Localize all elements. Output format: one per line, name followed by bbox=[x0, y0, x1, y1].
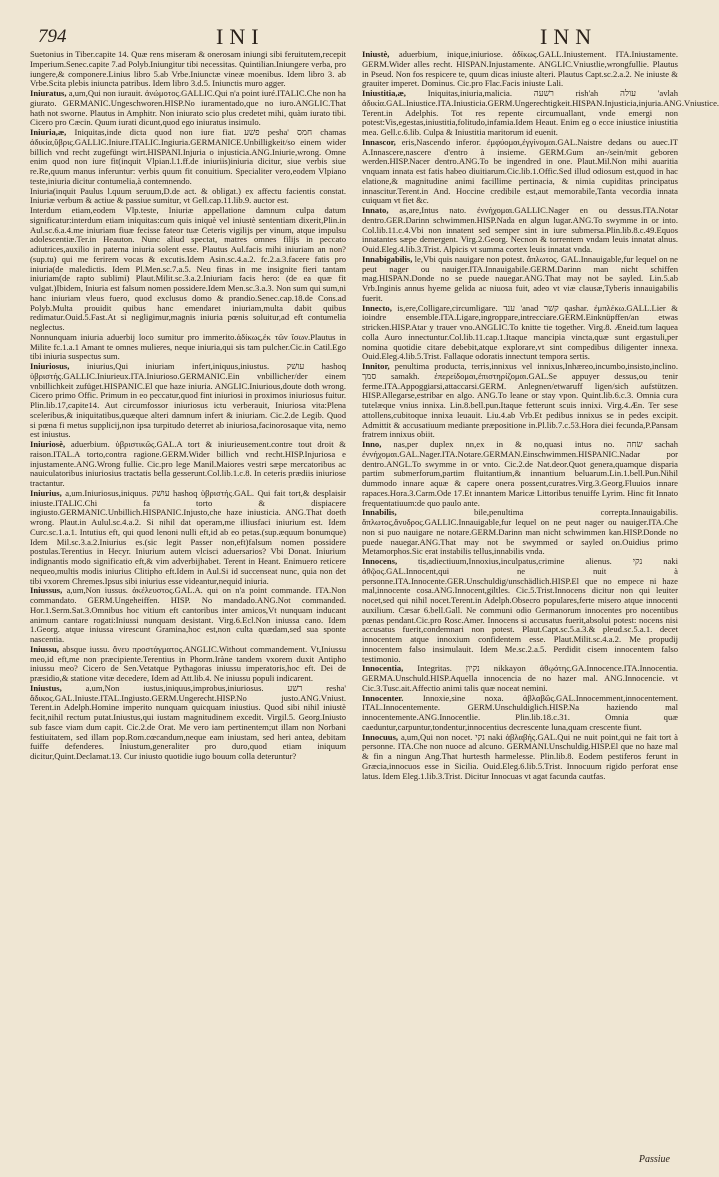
running-head-right: INN bbox=[540, 24, 598, 49]
entry-headword: Innabilis, bbox=[362, 507, 397, 518]
entry-text: a,um,Non iustus,iniquus,improbus,iniuriosus. רשׁע resha' ἄδικος.GAL.Iniuste.ITAL.Ingiusto.GERM.Ungerecht.HISP.No justo.ANG.Vniust. Terent.in Adelph.Homine imperito nunquam quicquam iniustius. Quod sibi nihil iniustè fecit,nihil rectum putat.Iniustus,qui iustam magnitudinem excedit. Virgil.5. Georg.Iniusto sub fasce viam dum capit. Cic.2.de Orat. Me vero iam pertinentem;ut illam non Norbani festiuitatem, sed illam pop.Rom.cœcandum,neque eam iniustam, sed heri antea, debitam fuiffe defenderes. Iniustum,generaliter pro duro,quod etiam iniquum dicitur,Quint.Declamat.13. Cur iniusto quotidie iugo bouum colla deteruntur? bbox=[30, 682, 346, 761]
entry-headword: Iniuratus, bbox=[30, 88, 67, 98]
entry-text: aduerbium, inique,iniuriose. ἀδίκως.GALL.Iniustement. ITA.Iniustamente. GERM.Wider alles recht. HISPAN.Injustamente. ANGLIC.Vniustlie,wrongfullie. Plautus in Pseud. Non fos respicere te, quum dicas iniuste alteri. Plautus Capt.sc.2.a.2. Ne iniuste & grauiter imperet. Dominus. Cic.pro Flac.Facis iniuste Lali. bbox=[362, 49, 678, 89]
dictionary-entry bbox=[30, 362, 346, 440]
dictionary-entry bbox=[30, 50, 346, 89]
entry-text: nas,per duplex nn,ex in & no,quasi intus no. שׂחה sachah ἐννήχομαι.GAL.Nager.ITA.Notare.GERMAN.Einschwimmen.HISPANIC.Nadar por dentro.ANGL.To swymme in or vnto. Cic.2.de Nat.deor.Quot genera,quamque disparia partim submerforum,partim fluitantium,& innantium beluarum.Lin.1.bell.Pun.Nihil dummodo innare aquæ & capere onera possent,curatres.Virg.3.Georg.Fluuios innare rapaces.Hora.3.Carm.Ode 17.Et innantem Maricæ Littoribus tenuiffe Lyrim. Hinc fit Innato frequentatiuum:de quo paulo ante. bbox=[362, 439, 679, 508]
entry-text: Iniuria(inquit Paulus l.quum seruum,D.de act. & obligat.) ex affectu facientis constat. Iniuriæ verbum & actiue & passiue sumitur, vt Gell.cap.11.lib.9. auctor est. bbox=[30, 185, 346, 206]
entry-headword: Innabigabilis, bbox=[362, 253, 413, 264]
entry-headword: Innocuus, bbox=[362, 731, 399, 742]
dictionary-entry bbox=[362, 206, 678, 255]
catchword: Passiue bbox=[638, 1154, 670, 1165]
entry-headword: Iniuriosus, bbox=[30, 361, 70, 371]
entry-headword: Innocenter. bbox=[362, 692, 404, 703]
entry-headword: Inno, bbox=[362, 439, 382, 449]
dictionary-entry bbox=[30, 187, 346, 207]
entry-text: aduerbium. ὑβριστικῶς.GAL.A tort & iniurieusement.contre tout droit & raison.ITAL.A torto,contra ragione.GERM.Wider billich vnd recht.HISP.Injuriosa e injustamente.ANG.Wrong fullie. Cic.pro lege Manil.Maiores vestri sæpe mercatoribus ac nauiculatoribus iniuriosius tractatis bella gesserunt.Col.lib.1.c.8. In ceteris prædiis iniuriose tractantur. bbox=[30, 439, 346, 488]
entry-text: Interdum etiam,eodem Vlp.teste, Iniuriæ appellatione damnum culpa datum significatur:interdum etiam iniquitas:cum quis iniquè vel iniustè sententiam dixerit,Plin.in Aul.sc.6.a.4.me iniuriam fiuæ fecisse fateor tuæ Ceteris vigilijs per vinum, atque impulsu adolescentiæ.Ter.in Heauton. Nunc aliud spectat, matres omnes filijs in peccato adiutrices,auxilio in paterna iniuria solent esse. Plautus Aul.facis mihi iniuriam an non?(sup.tu) qui me ferirem vocas & excutis.Idem Asin.sc.4.a.2. fc.2.a.3.facere fatis pro iniuria(de maledictis. Idem Pl.Men.sc.7.a.5. Neu finas in me insignite fieri tantam iniuriam(de rapto sublimi) Plaut.Milit.sc.3.a.2.Iniuriam facis hero: (de ea quæ fit vulgat.)Ibidem, Iniuria est falsum nomen possidere.Idem Men.sc.3.a.3. Non sum qui sum,ni hanc iniuriam vleus fuero, quod exclusus domo & prandio.Senec.cap.18.de Cons.ad Polyb.Multa prouidit quibus hanc emendaret iniuriam,multa dabit quibus redimatur.Ouid.5.Fast.At si negligimur,magnis iniuria pœnis soluitur,ad eft contumelia neglectus. bbox=[30, 205, 346, 332]
entry-text: iniurius,Qui iniuriam infert,iniquus,iniustus. עושׁק hashoq ὑβριστής.GALLIC.Iniurieux.ITA.Iniurioso.GERMANIC.Ein vnbillicher/der einem vnbillichkeit zufüget.HISPANIC.El que haze iniuria. ANGLIC.Iniurious,doute doth wrong. Cicero primo Offic. Primum in eo peccatur,quod fint iniuriosi in proximos iniuriosus fuitur. Plin.lib.17,capite14. Aut circumfossor iniuriosus ictu verberauit, Iniuriosa vita:Plena sceleribus,& iniquitatibus,quæque alteri damnum infert & iniuriam. Cic.2.de Legib. Quod si pœna fi metus supplicij,non ipsa turpitudo deterret ab iniuriosa,facinorosaque vita, nemo est iniustus. bbox=[30, 361, 347, 440]
dictionary-entry bbox=[30, 586, 346, 645]
entry-headword: Iniustitia,æ, bbox=[362, 88, 406, 98]
dictionary-entry bbox=[30, 89, 346, 128]
page-number: 794 bbox=[38, 26, 67, 47]
dictionary-entry bbox=[362, 508, 678, 557]
entry-headword: Innato, bbox=[362, 205, 389, 215]
entry-text: Iniquitas,iniuria,malicia. רשׁעה rish'ah עולה 'avlah ἀδικία.GAL.Iniustice.ITA.Iniusticia.GERM.Ungerechtigkeit.HISPAN.Injusticia,injuria.ANG.Vniustice. Terent.in Adelphis. Tot res repente circumuallant, vnde emergi non potest:Vis,egestas,iniustitia,folitudo,infamia.Idem Heaut. Enim eg o ecce iniustice iniustitia mea. Gell.c.6.lib. Culpa & Iniustitia maritorum id euenit. bbox=[362, 88, 719, 137]
dictionary-entry bbox=[30, 684, 346, 762]
entry-headword: Innitor, bbox=[362, 361, 390, 371]
dictionary-entry bbox=[362, 50, 678, 89]
entry-text: absque iussu. ἄνευ προστάγματος.ANGLIC.Without commandement. Vt,Iniussu meo,id eft,me non præcipiente.Terentius in Phorm.Iràne tandem vxorem duxit Antipho iniussu meo? Cicero de Sen.Vetatque Pythagoras iniussu imperatoris,hoc eft. Dei de præsidio,& statione vitæ decedere, Idem ad Att.lib.4. Ne iniussu populi indicarent. bbox=[30, 643, 346, 683]
dictionary-entry bbox=[30, 489, 346, 587]
entry-text: Innoxie,sine noxa. ἀβλαβῶς.GAL.Innocemment,innocentement. ITAL.Innocentemente. GERM.Unschuldiglich.HISP.Na haziendo mal innocentemente.ANG.Innocentlie. Plin.lib.18.c.31. Omnia quæ caeduntur,carpuntur,tondentur,innocentius decrescente luna,quam crescente fiunt. bbox=[362, 692, 678, 732]
entry-text: as,are,Intus nato. ἐννήχομαι.GALLIC.Nager en ou dessus.ITA.Notar dentro.GER.Darinn schwimmen.HISP.Nada en algun lugar.ANG.To swymme in or into. Col.lib.11.c.4.Vbi non innatent sed semper sint in iure submersa.Plin.lib.8.c.49.Equos innatantes sæpe demergent. Virg.2.Georg. Necnon & torrentem vndam leuis innatat alnus. Ouid.Eleg.4.lib.3.Trist. Alpicis vt summa cortex leuis innatat vnda. bbox=[362, 205, 678, 254]
entry-text: Suetonius in Tiber.capite 14. Quæ rens miseram & onerosam iniungi sibi feruitutem,recepit Imperium.Senec.capite 7.ad Polyb.Iniungitur tibi necessitas. Quintilian.Iniungere verba, pro iungere,& componere.Linius libro 5.ab Vrbe.Iniunctæ vineæ moenibus. Idem libro 3. ab Vrbe.Scita plebis iniuncta patribus. Idem libro 3.d.5. Iniunctis muro agger. bbox=[30, 49, 346, 89]
dictionary-entry bbox=[362, 557, 678, 664]
running-head-left: INI bbox=[216, 24, 265, 49]
dictionary-entry bbox=[362, 664, 678, 693]
entry-text: a,um.Iniuriosus,iniquus. עושׁק hashoq ὑβριστής.GAL. Qui fait tort,& desplaisir iniuste.ITALIC.Chi fa torto & dispiacere ingiusto.GERMANIC.Unbillich.HISPANIC.Injusto,che haze iniusticia. ANG.That doeth wrong. Plaut.in Aulul.sc.4.a.2. Si nihil dat operam,me illiusfaci iniurium est. Idem Curc.sc.1.a.1. Intutius eft, qui quod lenoni nulli eft,id ab eo petas.(sup.æquum bonumque) Idem Mil.sc.3.a.2.Iniurius es.(sic legit Passer non,eft)falsum nomen possidere postulas.Terentius in Hecyr. Iniurium autem vlcisci aduersarios? Vbi Donat. Iniurium indignantis modo significatio eft,& vim adverbijhabet. Terent in Heant. Enimuero reticere nequeo,multis modis iniurius Clitipho eft.Idem in Aul.Si id succenseat nunc, quia non det tibi vxorem Chremes.Ipsus sibi iniurius esse videantur,nequid iniuria. bbox=[30, 487, 346, 586]
dictionary-entry bbox=[362, 304, 678, 363]
entry-headword: Iniustus, bbox=[30, 682, 62, 693]
dictionary-entry bbox=[362, 733, 678, 782]
entry-text: bile,penultima correpta.Innauigabilis. ἄπλωτος,ἄνυδρος.GALLIC.Innauigable,fur lequel on ne peut nager ou nauiger.ITA.Che non si puo nauigare ne notare.GERM.Darinn man nicht schwimmen kan.HISP.Donde no puede nauegar.ANG.That may not be swymmed or sayled on.Ouidius primo Metamorphos.Sic erat instabilis tellus,innabilis vnda. bbox=[362, 507, 678, 557]
entry-text: le,Vbi quis nauigare non potest. ἄπλωτος. GAL.Innauigable,fur lequel on ne peut nager ou nauiger.ITA.Innauigabile.GERM.Darinn man nicht schiffen mag.HISPAN.Donde no se puede nauegar.ANG.That may not be sayled. Lin.5.ab Vrb.Inginis annus hyeme gelida ac niuosa fuit, adeo vt viæ clausæ,Tyberis innauigabilis fuerit. bbox=[362, 253, 678, 303]
dictionary-entry bbox=[362, 255, 678, 304]
entry-headword: Innascor, bbox=[362, 136, 396, 147]
entry-headword: Iniurius, bbox=[30, 487, 62, 498]
entry-text: is,ere,Colligare,circumligare. ענד 'anad קשׁר qashar. ἐμπλέκω.GALL.Lier & ioindre ensemble.ITA.Ligare,ingroppare,intrecciare.GERM.Einknüpffen/an etwas stricken.HISP.Atar y trauer vno.ANGLIC.To knitte tie together. Virg.8. Æneid.tum laquea colla Auro innectuntur.Col.lib.11.cap.1.Itaque mancipia vincta,quæ sunt ergastuli,per nomina quotidie citare debebit,atque explorare,vt sint compedibus diligenter innexa. Ouid.Eleg.4.lib.5.Trist. Fallaque odoratis innectunt tempora sertis. bbox=[362, 302, 678, 362]
dictionary-entry bbox=[30, 206, 346, 333]
entry-text: Nonnunquam iniuria aduerbij loco sumitur pro immerito.ἀδίκως,ἐκ τῶν ἴσων.Plautus in Milite fc.1.a.1 Amant te omnes mulieres, neque iniuria,qui sis tam pulcher.Cic.in Catil.Ego tibi iniuria suspectus sum. bbox=[30, 331, 346, 362]
entry-headword: Iniuria,æ, bbox=[30, 127, 67, 137]
entry-headword: Innocens, bbox=[362, 556, 398, 566]
entry-text: penultima producta, terris,innixus vel innixus,Inhæreo,incumbo,insisto,inclino. סמך samakh. ἐπερείδομαι,ἐπιστηρίζομαι.GAL.Se appuyer dessus,ou tenir ferme.ITA.Appoggiarsi,attaccarsi.GERM. Anlegnen/etwaruff ligen/sich aufstützen. HISP.Allegarse,estribar en algo. ANG.To leane or stay vpon. Quint.lib.6.c.3. Omnia cura tutelæque vnius innixa. Lin.8.bell.pun.Itaque fetterunt scuis innixi. Virg.4.Æn. Ter sese attollens,cubitoque innixa leuauit. Liu.4.ab Vrb.Et pedibus innixus se in pedes excipit. Admittit & accusatiuum mediante præpositione in.Pl.lib.7.c.53.Hora diei fecunda,P.Pansam fratrem innixus obiit. bbox=[362, 361, 678, 440]
dictionary-entry bbox=[362, 694, 678, 733]
entry-text: Integritas. נקיון nikkayon ἀθῳότης.GA.Innocence.ITA.Innocentia. GERMA.Unschuld.HISP.Aquella innocencia de no hazer mal. ANG.Innocencie. vt Cic.3.Tusc.ait.Affectio animi talis quæ noceat nemini. bbox=[362, 663, 678, 693]
entry-headword: Iniussu, bbox=[30, 643, 59, 654]
dictionary-entry bbox=[362, 362, 678, 440]
dictionary-entry bbox=[362, 138, 678, 206]
entry-headword: Innecto, bbox=[362, 302, 392, 313]
entry-text: Iniquitas,inde dicta quod non iure fiat. פשׁע pesha' חמס chamas ἀδικία,ὕβρις.GALLIC.Iniure.ITALIC.Ingiuria.GERMANICE.Unbilligkeit/so einem wider billich vnd recht zugefüngt wirt.HISPANI.Injuria o injusticia.ANG.Iniurie,wrong. Omne enim quod non iure fit(inquit Vlpian.l.1.ff.de iniuriis)iniuria dicitur, siue verbis siue re.Re,quum manus inferuntur: verbis quum fit conuitium. Specialiter vero,eodem Vlpiano teste,iniuria dicitur contumelia,à contemnendo. bbox=[30, 127, 346, 186]
page-header bbox=[30, 24, 678, 50]
entry-text: a,um,Non iussus. ἀκέλευστος.GAL.A. qui on n'a point commande. ITA.Non commandato. GERM.Ungeheiffen. HISP. No mandado.ANG.Not commanded. Hor.1.Serm.Sat.3.Omnibus hoc vitium eft cantoribus inter amicos,Vt nunquam inducant animum cantare rogati:Iniussi nunquam desistant. Virg.6.Ecl.Non iniussa cano. Idem 1.Georg. atque iniussa virescunt Gramina,hoc est,non culta quædam,sed sua sponte nascentia. bbox=[30, 585, 346, 644]
two-column-body bbox=[30, 49, 719, 1150]
dictionary-entry bbox=[30, 333, 346, 362]
entry-text: eris,Nascendo inferor. ἐμφύομαι,ἐγγίνομαι.GAL.Naistre dedans ou auec.IT A.Innascere,nascere d'entro à insieme. GERM.Gum an-/sein/mit geboren werden.HISP.Nacer dentro.ANG.To be ingendred in one. Plaut.Mil.Non mihi auaritia vnquam innata est fatis habeo diuitiarum.Cic.lib.1.Offic.Sed illud odiosum est,quod in hac elatione,& magnitudine animi facillime pertinacia, & nimia cupiditas principatus innascitur.Terent.in And. Hoccine credibile est,aut memorabile,Tanta vecordia innata cuiquam vt fiet &c. bbox=[362, 136, 678, 206]
dictionary-entry bbox=[362, 440, 678, 508]
entry-text: a,um,Qui non iurauit. ἀνώμοτος.GALLIC.Qui n'a point iuré.ITALIC.Che non ha giurato. GERMANIC.Ungeschworen.HISP.No iuramentado,que no iuro.ANGLIC.That hath not sworne. Plautus in Amphitr. Non iniurato scio plus credetet mihi, quàm iurato tibi. Cicero pro Cæcin. Quum iurati dicunt,quod ego iniuratus insimulo. bbox=[30, 88, 346, 128]
entry-text: a,um,Qui non nocet. נקי naki ἀβλαβής.GAL.Qui ne nuit point,qui ne fait tort à personne. ITA.Che non nuoce ad alcuno. GERMANI.Unschuldig.HISP.El que no haze mal & fin a ningun Ang.That hurtesth harmelesse. Plin.lib.8. Eodem pestiferos ferunt in Græcia,innocuos esse in Sicilia. Ouid.Eleg.6.lib.5.Trist. Innocuum rigido perforat ense latus. Idem Eleg.1.lib.3.Trist. Dicitur Innocuas vt agat facunda cautfas. bbox=[362, 731, 678, 781]
dictionary-entry bbox=[30, 645, 346, 684]
dictionary-entry bbox=[30, 440, 346, 489]
dictionary-entry bbox=[362, 88, 719, 138]
entry-headword: Iniuriosè, bbox=[30, 439, 66, 449]
right-column bbox=[362, 49, 719, 1150]
dictionary-entry bbox=[30, 128, 346, 187]
left-column bbox=[30, 50, 346, 1150]
entry-text: tis,adiectiuum,Innoxius,inculpatus,crimine alienus. נקי naki ἀθῷος.GAL.Innocent,qui ne nuit à personne.ITA.Innocente.GER.Unschuldig/unschädlich.HISP.El que no empece ni haze mal,innocente cosa.ANG.Innocent,giltles. Cic.5.Trist.Innocens dicitur non qui leuiter nocet,sed qui nihil nocet.Terent.in Adelph.Obsecro populares,ferte misero atque innocenti auxilium. Cæsar 6.bell.Gall. Ne communi odio Germanorum innocentes pro nocentibus pœnas pendant.Cic.pro Rosc.Amer. Innocens si accusatus fuerit,absolui potest: nocens nisi accusatus fuerit,condemnari non potest. Plaut.Capt.sc.5.a.3.& pleud.sc.5.a.1. decet innocentem atque innoxium confidentem esse. Plaut.Milit.sc.4.a.2. Me propudij innocentem falso insimulauit. Idem Me.sc.2.a.5. Perdidit cisem innocentem falso testimonio. bbox=[362, 556, 678, 664]
entry-headword: Iniustè, bbox=[362, 49, 390, 59]
entry-headword: Innocentia, bbox=[362, 663, 404, 674]
entry-headword: Iniussus, bbox=[30, 585, 63, 596]
